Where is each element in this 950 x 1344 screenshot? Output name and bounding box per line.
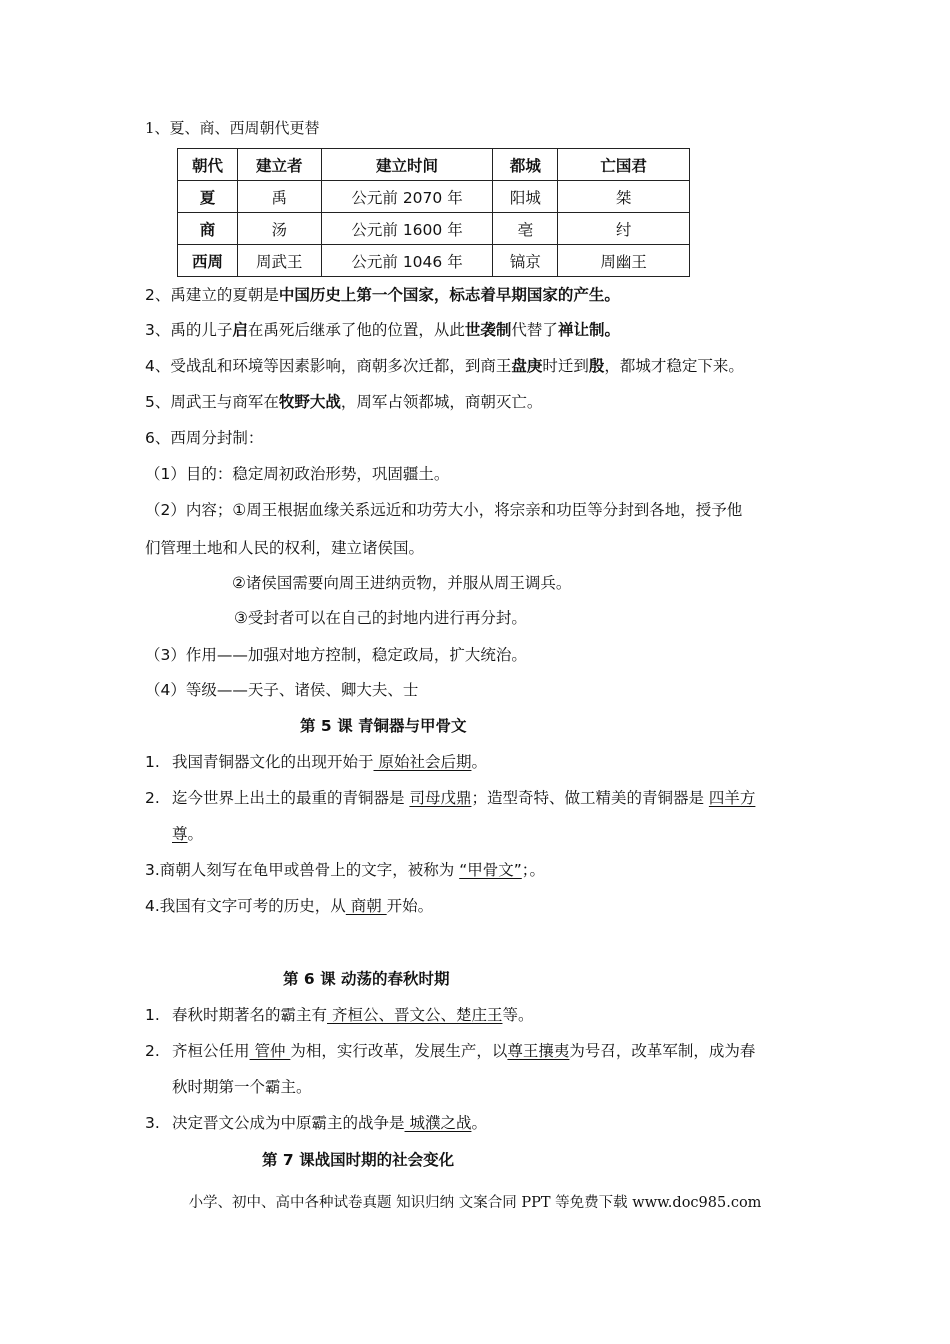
item-number: 2. <box>145 789 160 807</box>
point-6-content-b: 们管理土地和人民的权利，建立诸侯国。 <box>145 539 425 557</box>
lesson-5-item-3 <box>145 859 545 881</box>
table-row <box>178 181 690 213</box>
point-4-pangeng: 盘庚 <box>511 357 543 375</box>
table-row <box>178 245 690 277</box>
point-2-emphasis: 中国历史上第一个国家，标志着早期国家的产生。 <box>278 286 620 304</box>
lesson-5-item-4 <box>145 895 433 917</box>
lesson-5-item-2 <box>145 787 755 809</box>
point-5-text-a: 5、周武王与商军在 <box>145 393 279 411</box>
lesson-5-item-2-cont <box>172 823 203 845</box>
dynasty-table <box>177 148 690 277</box>
point-6-purpose: （1）目的：稳定周初政治形势，巩固疆土。 <box>145 465 450 483</box>
point-4-text-a: 4、受战乱和环境等因素影响，商朝多次迁都，到商王 <box>145 357 512 375</box>
item-text: 齐桓公任用 <box>172 1042 250 1060</box>
item-number: 3. <box>145 1114 160 1132</box>
point-3-qi: 启 <box>232 321 248 339</box>
cell-last-ruler: 桀 <box>558 181 690 213</box>
point-3-abdication: 禅让制。 <box>557 321 620 339</box>
point-5-text-c: ，周军占领都城，商朝灭亡。 <box>340 393 543 411</box>
point-6-content-c: ②诸侯国需要向周王进纳贡物，并服从周王调兵。 <box>232 574 572 592</box>
cell-capital: 阳城 <box>493 181 558 213</box>
answer-blank: 城濮之战 <box>404 1114 472 1132</box>
item-text-end: 。 <box>471 1114 487 1132</box>
item-text-mid: ；造型奇特、做工精美的青铜器是 <box>471 789 709 807</box>
lesson-5-title: 第 5 课 青铜器与甲骨文 <box>300 717 467 735</box>
point-3-text-a: 3、禹的儿子 <box>145 321 233 339</box>
lesson-6-item-3 <box>145 1112 487 1134</box>
lesson-5-item-1 <box>145 751 487 773</box>
cell-dynasty: 商 <box>178 213 238 245</box>
answer-blank: 齐桓公、晋文公、楚庄王 <box>327 1006 503 1024</box>
cell-founding-time: 公元前 1046 年 <box>321 245 493 277</box>
section-title-dynasties: 1、夏、商、西周朝代更替 <box>145 119 320 137</box>
item-text-end: 开始。 <box>386 897 434 915</box>
answer-blank: “甲骨文” <box>459 861 522 879</box>
item-text-end: ；。 <box>521 861 546 879</box>
item-number: 2. <box>145 1042 160 1060</box>
cell-founder: 周武王 <box>237 245 321 277</box>
item-text-mid: 为相，实行改革，发展生产，以 <box>290 1042 508 1060</box>
item-text-end: 。 <box>471 753 487 771</box>
point-2-text: 2、禹建立的夏朝是 <box>145 286 279 304</box>
cell-last-ruler: 纣 <box>558 213 690 245</box>
point-2 <box>145 284 620 306</box>
lesson-6-title: 第 6 课 动荡的春秋时期 <box>283 970 450 988</box>
cell-capital: 镐京 <box>493 245 558 277</box>
answer-blank-2: 四羊方 <box>708 789 756 807</box>
point-4-yin: 殷 <box>588 357 605 375</box>
point-3-hereditary: 世袭制 <box>464 321 512 339</box>
cell-capital: 亳 <box>493 213 558 245</box>
point-4 <box>145 355 744 377</box>
answer-blank-2-cont: 尊 <box>172 825 188 843</box>
cell-founder: 汤 <box>237 213 321 245</box>
answer-blank: 司母戊鼎 <box>409 789 472 807</box>
header-capital: 都城 <box>493 149 558 181</box>
cell-dynasty: 夏 <box>178 181 238 213</box>
cell-founding-time: 公元前 1600 年 <box>321 213 493 245</box>
point-4-text-e: ，都城才稳定下来。 <box>604 357 744 375</box>
item-text: 我国青铜器文化的出现开始于 <box>172 753 374 771</box>
point-5 <box>145 391 542 413</box>
item-text: 决定晋文公成为中原霸主的战争是 <box>172 1114 405 1132</box>
item-text-end: 等。 <box>502 1006 534 1024</box>
point-6-function: （3）作用——加强对地方控制，稳定政局，扩大统治。 <box>145 646 527 664</box>
point-6-hierarchy: （4）等级——天子、诸侯、卿大夫、士 <box>145 681 419 699</box>
item-text: 4.我国有文字可考的历史，从 <box>145 897 346 915</box>
point-6-content-a: （2）内容；①周王根据血缘关系远近和功劳大小，将宗亲和功臣等分封到各地，授予他 <box>145 501 743 519</box>
lesson-6-item-2-cont: 秋时期第一个霸主。 <box>172 1078 312 1096</box>
point-3 <box>145 319 620 341</box>
page-footer: 小学、初中、高中各种试卷真题 知识归纳 文案合同 PPT 等免费下载 www.doc985.com <box>188 1195 762 1211</box>
cell-last-ruler: 周幽王 <box>558 245 690 277</box>
table-header-row <box>178 149 690 181</box>
cell-founder: 禹 <box>237 181 321 213</box>
cell-founding-time: 公元前 2070 年 <box>321 181 493 213</box>
item-text-end: 。 <box>187 825 204 843</box>
lesson-7-title: 第 7 课战国时期的社会变化 <box>262 1151 455 1169</box>
item-text: 迄今世界上出土的最重的青铜器是 <box>172 789 410 807</box>
item-text: 3.商朝人刻写在龟甲或兽骨上的文字，被称为 <box>145 861 460 879</box>
point-5-muye: 牧野大战 <box>278 393 341 411</box>
answer-blank-2: 尊王攘夷 <box>507 1042 570 1060</box>
point-4-text-c: 时迁到 <box>542 357 589 375</box>
answer-blank: 管仲 <box>249 1042 291 1060</box>
lesson-6-item-1 <box>145 1004 533 1026</box>
point-3-text-e: 代替了 <box>511 321 558 339</box>
answer-blank: 原始社会后期 <box>373 753 472 771</box>
table-row <box>178 213 690 245</box>
answer-blank: 商朝 <box>345 897 387 915</box>
cell-dynasty: 西周 <box>178 245 238 277</box>
lesson-6-item-2 <box>145 1040 755 1062</box>
header-founder: 建立者 <box>237 149 321 181</box>
point-6-title: 6、西周分封制： <box>145 429 264 447</box>
item-number: 1. <box>145 1006 160 1024</box>
header-last-ruler: 亡国君 <box>558 149 690 181</box>
item-text: 春秋时期著名的霸主有 <box>172 1006 328 1024</box>
header-dynasty: 朝代 <box>178 149 238 181</box>
point-3-text-c: 在禹死后继承了他的位置，从此 <box>247 321 465 339</box>
point-6-content-d: ③受封者可以在自己的封地内进行再分封。 <box>234 609 527 627</box>
item-number: 1. <box>145 753 160 771</box>
header-founding-time: 建立时间 <box>321 149 493 181</box>
item-text-mid-2: 为号召，改革军制，成为春 <box>569 1042 756 1060</box>
